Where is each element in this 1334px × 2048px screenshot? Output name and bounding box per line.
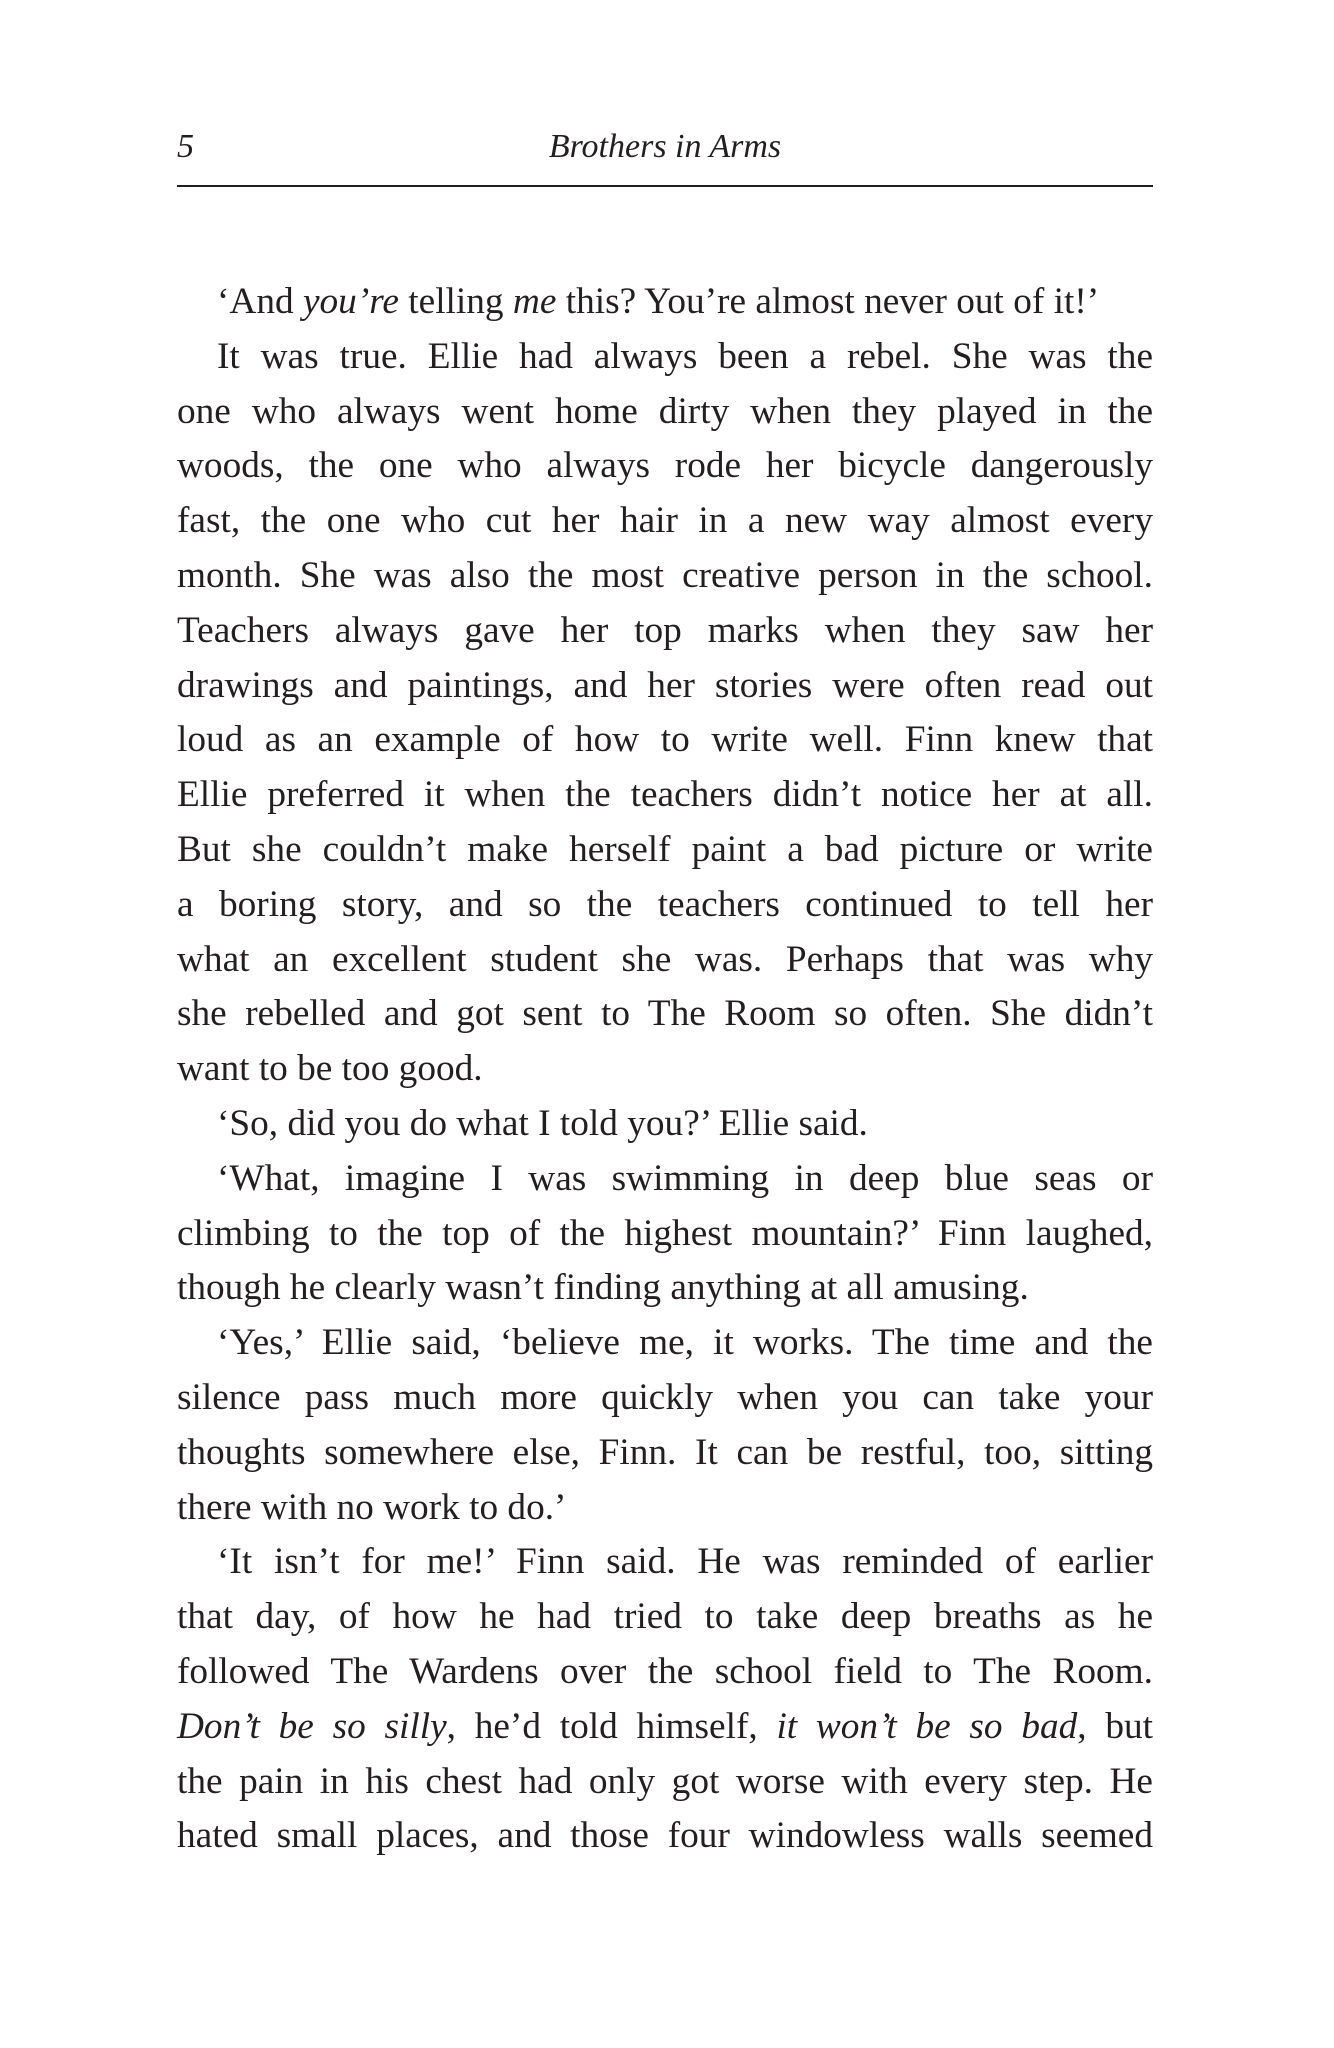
paragraph [177,1535,1153,1864]
text-run: , he’d told himself, [446,1705,777,1747]
text-line [177,1481,1153,1536]
text-line [177,933,1153,988]
text-run: want to be too good. [177,1048,483,1090]
text-line [177,1755,1153,1810]
text-run: ‘And [217,281,303,322]
text-line [177,1261,1153,1316]
text-line [177,330,1153,385]
italic-text: me [512,281,557,322]
header-rule [177,185,1153,187]
text-run: one who always went home dirty when they played in the [177,390,1153,432]
text-run: woods, the one who always rode her bicycle dangerously [177,445,1153,487]
text-line [177,1152,1153,1207]
body-text [177,275,1153,1864]
paragraph [177,1097,1153,1152]
text-line [177,1371,1153,1426]
text-run: fast, the one who cut her hair in a new way almost every [177,500,1153,542]
text-run: ‘What, imagine I was swimming in deep blue seas or [217,1157,1153,1199]
text-run: silence pass much more quickly when you can take your [177,1376,1153,1418]
text-run: It was true. Ellie had always been a rebel. She was the [217,335,1153,377]
text-run: But she couldn’t make herself paint a bad picture or write [177,828,1153,870]
text-run: Teachers always gave her top marks when they saw her [177,609,1153,651]
text-line [177,659,1153,714]
text-run: telling [398,281,513,322]
running-header [177,128,1153,188]
text-line [177,604,1153,659]
text-line [177,713,1153,768]
text-line [177,494,1153,549]
paragraph [177,330,1153,1097]
italic-text: Don’t be so silly [177,1705,447,1747]
paragraph [177,1152,1153,1316]
text-run: thoughts somewhere else, Finn. It can be restful, too, sitting [177,1431,1153,1473]
text-run: ‘It isn’t for me!’ Finn said. He was reminded of earlier [217,1541,1153,1583]
text-line [177,385,1153,440]
text-line [177,1700,1153,1755]
italic-text: you’re [302,281,399,322]
text-run: ‘Yes,’ Ellie said, ‘believe me, it works. The time and the [217,1322,1153,1364]
italic-text: it won’t be so bad [776,1705,1078,1747]
text-run: there with no work to do.’ [177,1486,567,1528]
text-line [177,823,1153,878]
text-run: ‘So, did you do what I told you?’ Ellie said. [217,1102,868,1144]
text-run: month. She was also the most creative person in the school. [177,554,1153,596]
text-run: Ellie preferred it when the teachers didn’t notice her at all. [177,774,1153,816]
text-run: loud as an example of how to write well. Finn knew that [177,719,1153,761]
text-run: a boring story, and so the teachers continued to tell her [177,883,1153,925]
text-line [177,439,1153,494]
paragraph [177,275,1153,330]
text-line [177,1590,1153,1645]
text-line [177,1042,1153,1097]
text-run: she rebelled and got sent to The Room so often. She didn’t [177,993,1153,1035]
text-run: though he clearly wasn’t finding anything at all amusing. [177,1267,1029,1309]
text-run: the pain in his chest had only got worse with every step. He [177,1760,1153,1802]
text-line [177,1535,1153,1590]
text-line [177,768,1153,823]
text-line [177,275,1153,330]
running-title: Brothers in Arms [548,128,782,165]
text-run: followed The Wardens over the school field to The Room. [177,1650,1153,1692]
text-line [177,1645,1153,1700]
text-line [177,1426,1153,1481]
text-line [177,1207,1153,1262]
text-run: that day, of how he had tried to take deep breaths as he [177,1596,1153,1638]
text-line [177,1809,1153,1864]
text-line [177,1097,1153,1152]
text-line [177,549,1153,604]
text-run: this? You’re almost never out of it!’ [556,281,1100,322]
text-line [177,1316,1153,1371]
paragraph [177,1316,1153,1535]
text-line [177,987,1153,1042]
text-run: climbing to the top of the highest mountain?’ Finn laughed, [177,1212,1153,1254]
text-run: hated small places, and those four windowless walls seemed [177,1815,1153,1857]
text-line [177,878,1153,933]
text-run: , but [1077,1705,1154,1747]
text-run: drawings and paintings, and her stories were often read out [177,664,1153,706]
page-number: 5 [177,128,194,165]
text-run: what an excellent student she was. Perhaps that was why [177,938,1153,980]
